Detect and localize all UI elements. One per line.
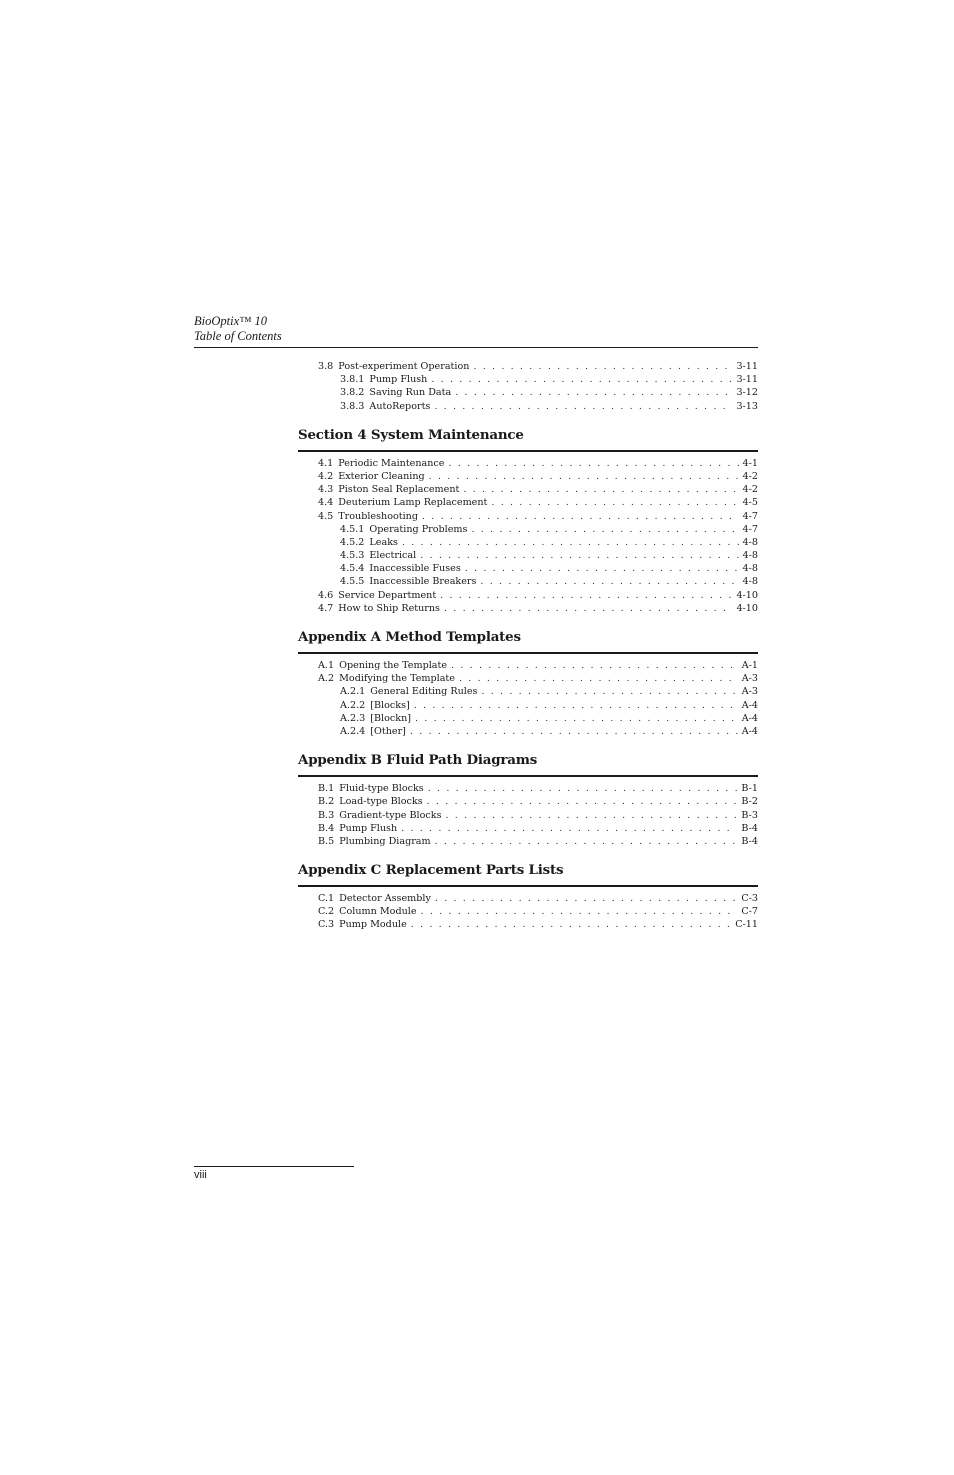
toc-entry-title: Piston Seal Replacement [338,484,460,496]
toc-entry[interactable] [298,918,758,931]
toc-entry-number: 4.5 [318,510,334,522]
toc-entry-number: 4.2 [318,470,334,482]
toc-entry-title: [Other] [370,725,406,737]
toc-entry-number: A.2.3 [340,712,366,724]
toc-entry-number: 3.8.3 [340,400,365,412]
toc-entry-number: 4.4 [318,497,334,509]
dot-leader [448,457,738,470]
toc-group [298,426,758,615]
running-header [194,314,282,344]
toc-entry-title: Inaccessible Breakers [369,576,477,588]
toc-entry-number: 3.8.2 [340,387,365,399]
toc-entry-title: Troubleshooting [338,510,418,522]
dot-leader [459,672,738,685]
toc-entry-title: Service Department [338,589,437,601]
dot-leader [473,360,732,373]
dot-leader [463,483,738,496]
toc-entry-title: Exterior Cleaning [338,470,425,482]
toc-entry-title: [Blockn] [370,712,411,724]
dot-leader [491,496,738,509]
toc-entry-page: 4-10 [736,602,758,614]
dot-leader [422,510,739,523]
toc-entry[interactable] [298,822,758,835]
toc-entry-number: 4.7 [318,602,334,614]
toc-entry-title: General Editing Rules [370,686,478,698]
table-of-contents [298,360,758,932]
toc-entry-title: Plumbing Diagram [339,835,431,847]
toc-entry[interactable] [298,523,758,536]
toc-entry[interactable] [298,905,758,918]
toc-entry-title: Deuterium Lamp Replacement [338,497,488,509]
dot-leader [421,905,738,918]
toc-entry-number: B.5 [318,835,335,847]
section-heading: Appendix C Replacement Parts Lists [298,861,758,887]
toc-entry[interactable] [298,835,758,848]
toc-entry-number: A.2 [318,673,335,685]
toc-entry-title: Leaks [369,536,398,548]
toc-entry-page: 3-11 [736,374,758,386]
dot-leader [434,400,732,413]
toc-entry[interactable] [298,536,758,549]
dot-leader [451,659,738,672]
toc-entry[interactable] [298,483,758,496]
toc-entry-page: B-3 [741,809,758,821]
toc-entry-number: 4.5.5 [340,576,365,588]
toc-entry[interactable] [298,892,758,905]
toc-entry-page: 4-7 [742,523,758,535]
toc-group [298,751,758,848]
toc-group [298,628,758,738]
toc-entry-number: A.2.1 [340,686,366,698]
toc-entry-page: A-3 [741,686,758,698]
toc-entry-title: Pump Flush [339,822,398,834]
dot-leader [420,549,738,562]
toc-entry-number: A.1 [318,660,335,671]
toc-entry-page: 4-10 [736,589,758,601]
toc-entry-page: 4-8 [742,576,758,588]
toc-entry[interactable] [298,712,758,725]
dot-leader [431,373,732,386]
toc-entry[interactable] [298,782,758,795]
dot-leader [427,795,738,808]
toc-entry-title: How to Ship Returns [338,602,440,614]
toc-entry[interactable] [298,589,758,602]
toc-entry-number: 4.5.1 [340,523,365,535]
toc-entry[interactable] [298,685,758,698]
section-heading: Appendix A Method Templates [298,628,758,654]
toc-group [298,360,758,413]
toc-entry-title: Pump Module [339,919,407,931]
dot-leader [429,470,739,483]
toc-entry[interactable] [298,549,758,562]
toc-entry-number: B.4 [318,822,335,834]
header-subtitle: Table of Contents [194,329,282,343]
toc-entry-number: 4.5.3 [340,550,365,562]
toc-group [298,861,758,932]
footer-rule [194,1166,354,1167]
toc-entry-title: Fluid-type Blocks [339,783,424,795]
toc-entry[interactable] [298,602,758,615]
toc-entry-page: 4-2 [742,484,758,496]
toc-entry-number: C.1 [318,893,335,905]
toc-entry-title: Post-experiment Operation [338,361,470,372]
toc-entry-number: 4.5.2 [340,536,365,548]
toc-entry[interactable] [298,659,758,672]
toc-entry-page: A-4 [741,699,758,711]
toc-entry-number: A.2.4 [340,725,366,737]
section-heading: Section 4 System Maintenance [298,426,758,452]
dot-leader [428,782,738,795]
toc-entry-page: 4-5 [742,497,758,509]
toc-entry-title: Detector Assembly [339,893,431,905]
toc-entry-page: 3-13 [736,400,758,412]
toc-entry-number: 3.8.1 [340,374,365,386]
toc-entry-title: Pump Flush [369,374,428,386]
toc-entry-title: Gradient-type Blocks [339,809,442,821]
dot-leader [444,602,732,615]
toc-entry-page: 3-11 [736,361,758,372]
toc-entry-page: 4-8 [742,563,758,575]
toc-entry-page: B-4 [741,822,758,834]
toc-entry[interactable] [298,510,758,523]
toc-entry-title: [Blocks] [370,699,410,711]
header-rule [194,347,758,348]
toc-entry[interactable] [298,725,758,738]
dot-leader [415,712,738,725]
dot-leader [471,523,738,536]
toc-entry-page: 4-7 [742,510,758,522]
toc-entry[interactable] [298,575,758,588]
toc-entry[interactable] [298,386,758,399]
toc-entry-page: C-3 [741,893,758,905]
toc-entry-page: B-2 [741,796,758,808]
toc-entry-number: B.1 [318,783,335,795]
toc-entry-page: C-11 [735,919,758,931]
toc-entry-page: 4-8 [742,536,758,548]
dot-leader [455,386,732,399]
toc-entry-number: A.2.2 [340,699,366,711]
toc-entry[interactable] [298,795,758,808]
dot-leader [481,685,737,698]
toc-entry-title: Column Module [339,906,417,918]
toc-entry-title: Electrical [369,550,417,562]
toc-entry-page: A-4 [741,725,758,737]
toc-entry-title: Inaccessible Fuses [369,563,461,575]
toc-entry[interactable] [298,496,758,509]
header-product: BioOptix™ 10 [194,314,268,328]
toc-entry-page: 4-1 [742,457,758,469]
toc-entry-title: Operating Problems [369,523,468,535]
dot-leader [435,835,738,848]
toc-entry-title: Periodic Maintenance [338,457,445,469]
toc-entry-title: Modifying the Template [339,673,455,685]
toc-entry[interactable] [298,457,758,470]
toc-entry-title: Load-type Blocks [339,796,423,808]
toc-entry-number: 4.5.4 [340,563,365,575]
toc-entry[interactable] [298,672,758,685]
toc-entry[interactable] [298,360,758,373]
toc-entry-number: C.2 [318,906,335,918]
dot-leader [440,589,732,602]
toc-entry-number: B.3 [318,809,335,821]
dot-leader [446,809,738,822]
toc-entry-page: A-4 [741,712,758,724]
dot-leader [480,575,738,588]
toc-entry[interactable] [298,470,758,483]
toc-entry-page: C-7 [741,906,758,918]
toc-entry[interactable] [298,400,758,413]
toc-entry[interactable] [298,562,758,575]
section-heading: Appendix B Fluid Path Diagrams [298,751,758,777]
toc-entry-page: 4-8 [742,550,758,562]
toc-entry-page: 4-2 [742,470,758,482]
dot-leader [410,725,738,738]
dot-leader [402,536,739,549]
toc-entry-page: B-4 [741,835,758,847]
toc-entry-number: 3.8 [318,361,334,372]
toc-entry[interactable] [298,809,758,822]
page-number: viii [194,1169,207,1181]
dot-leader [435,892,737,905]
dot-leader [414,699,738,712]
dot-leader [401,822,737,835]
toc-entry-title: Opening the Template [339,660,448,671]
toc-entry-page: A-1 [741,660,758,671]
toc-entry-page: A-3 [741,673,758,685]
toc-entry[interactable] [298,699,758,712]
toc-entry-number: C.3 [318,919,335,931]
toc-entry-title: Saving Run Data [369,387,452,399]
toc-entry-page: 3-12 [736,387,758,399]
toc-entry[interactable] [298,373,758,386]
toc-entry-title: AutoReports [369,400,431,412]
toc-entry-number: 4.6 [318,589,334,601]
toc-entry-number: 4.3 [318,484,334,496]
dot-leader [465,562,739,575]
toc-entry-page: B-1 [741,783,758,795]
toc-entry-number: B.2 [318,796,335,808]
toc-entry-number: 4.1 [318,457,334,469]
dot-leader [411,918,731,931]
